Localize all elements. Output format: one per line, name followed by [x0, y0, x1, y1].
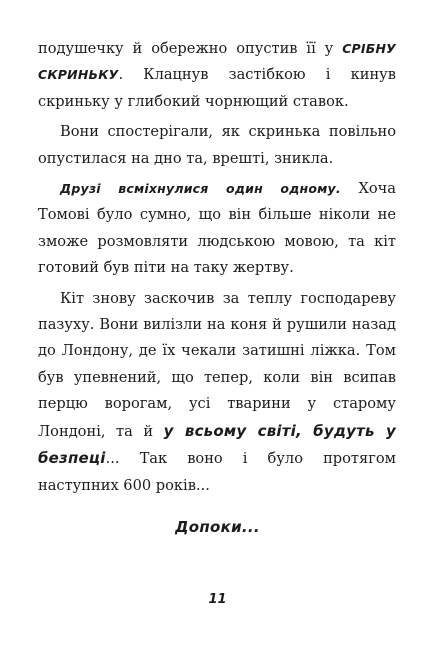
text-run: ... Так воно і було протягом наступних 600 років...	[38, 450, 396, 494]
paragraph-4	[38, 286, 396, 499]
text-run: Вони спостерігали, як скринька повільно опустилася на дно та, врешті, зникла.	[38, 123, 396, 167]
page-number: 11	[208, 592, 227, 607]
text-run: подушечку й обережно опустив її у	[38, 40, 343, 57]
paragraph-1	[38, 36, 396, 115]
emphasis-friends-smiled: Друзі всміхнулися один одному.	[60, 181, 341, 197]
paragraph-3	[38, 176, 396, 282]
paragraph-2	[38, 119, 396, 172]
emphasis-whole-world-safe: у всьому світі, будуть у безпеці	[38, 421, 396, 468]
ending-line: Допоки...	[175, 518, 260, 536]
text-run: Кіт знову заскочив за теплу господареву пазуху. Вони вилізли на коня й рушили назад до Лондону, де їх чекали затишні ліжка. Том був упевнений, що тепер, коли він всипав перцю ворогам, усі тварини у старому Лондоні, та й	[38, 289, 396, 440]
body-text	[38, 36, 396, 499]
text-run: . Клацнув застібкою і кинув скриньку у глибокий чорнющий ставок.	[38, 66, 396, 110]
text-run: Хоча Томові було сумно, що він більше ніколи не зможе розмовляти людською мовою, та кіт готовий був піти на таку жертву.	[38, 180, 396, 277]
emphasis-silver-box: СРІБНУ СКРИНЬКУ	[38, 41, 396, 83]
